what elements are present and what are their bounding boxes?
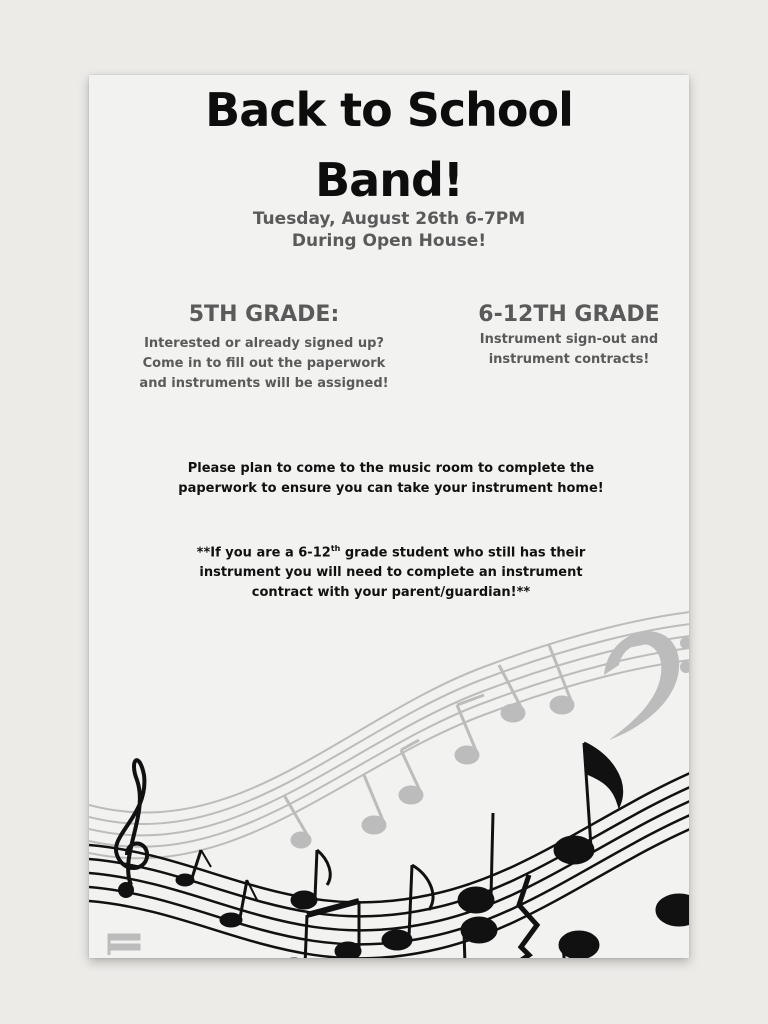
plan-note: Please plan to come to the music room to complete the paperwork to ensure you can take your instrument home!: [178, 461, 604, 496]
grade6-12-body: Instrument sign-out and instrument contracts!: [479, 332, 659, 367]
grade5-body: Interested or already signed up? Come in to fill out the paperwork and instruments will be assigned!: [139, 336, 389, 391]
flyer-page: [89, 75, 689, 958]
music-note-icon: [177, 743, 689, 958]
music-staff-illustration: [89, 555, 689, 958]
date-line: Tuesday, August 26th 6-7PM: [252, 209, 526, 229]
grade6-12-section: [459, 304, 679, 370]
contract-note-suffix: grade student who still has their instrument you will need to complete an instrument contract with your parent/guardian!**: [199, 545, 586, 601]
title-line-2: Band!: [315, 153, 463, 207]
grade5-section: [129, 304, 399, 394]
bass-clef-icon: [604, 631, 689, 740]
contract-note-prefix: **If you are a 6-12: [196, 545, 331, 561]
contract-note-sup: th: [330, 544, 341, 553]
event-line: During Open House!: [291, 231, 487, 251]
dark-staff: [89, 765, 689, 958]
grade6-12-heading: 6-12TH GRADE: [478, 302, 660, 327]
grade5-heading: 5TH GRADE:: [188, 302, 340, 327]
title-line-1: Back to School: [205, 83, 573, 137]
